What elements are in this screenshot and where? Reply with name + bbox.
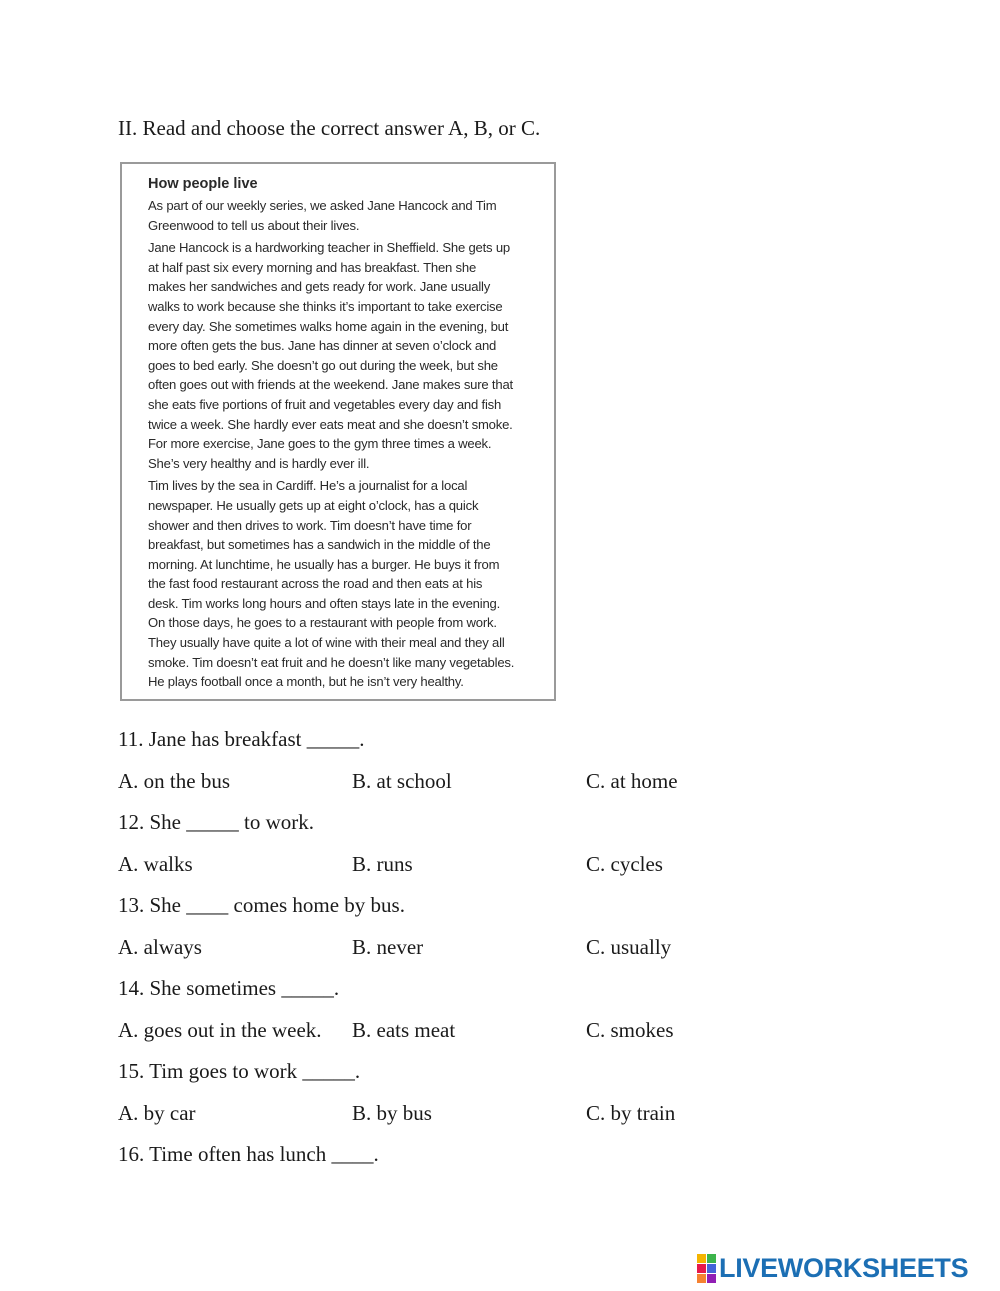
passage-line: often goes out with friends at the weekend. Jane makes sure that	[148, 377, 513, 393]
answer-options-row	[118, 850, 938, 892]
answer-option[interactable]: C. at home	[586, 768, 678, 793]
passage-line: makes her sandwiches and gets ready for work. Jane usually	[148, 279, 491, 295]
passage-line: breakfast, but sometimes has a sandwich in the middle of the	[148, 537, 491, 553]
answer-options-row	[118, 767, 938, 809]
answer-option[interactable]: C. usually	[586, 934, 672, 959]
passage-line: desk. Tim works long hours and often stays late in the evening.	[148, 595, 501, 611]
passage-line: Greenwood to tell us about their lives.	[148, 217, 360, 233]
answer-option[interactable]: A. goes out in the week.	[118, 1017, 322, 1042]
passage-line: They usually have quite a lot of wine with their meal and they all	[148, 635, 505, 651]
question-stem: 13. She ____ comes home by bus.	[118, 893, 405, 917]
passage-line: more often gets the bus. Jane has dinner at seven o’clock and	[148, 338, 497, 354]
answer-option[interactable]: B. at school	[352, 768, 452, 793]
question-stem: 11. Jane has breakfast _____.	[118, 727, 365, 751]
logo-block	[697, 1254, 706, 1263]
reading-passage-box	[120, 162, 556, 701]
passage-line: On those days, he goes to a restaurant with people from work.	[148, 615, 497, 631]
answer-option[interactable]: B. by bus	[352, 1100, 432, 1125]
liveworksheets-logo	[697, 1253, 968, 1283]
answer-option[interactable]: A. on the bus	[118, 768, 230, 793]
passage-line: She’s very healthy and is hardly ever ill.	[148, 455, 370, 471]
logo-block	[707, 1274, 716, 1283]
passage-line: goes to bed early. She doesn’t go out during the week, but she	[148, 357, 498, 373]
passage-line: the fast food restaurant across the road and then eats at his	[148, 576, 483, 592]
passage-line: she eats five portions of fruit and vegetables every day and fish	[148, 396, 502, 412]
passage-line: at half past six every morning and has breakfast. Then she	[148, 259, 477, 275]
passage-line: Jane Hancock is a hardworking teacher in Sheffield. She gets up	[148, 240, 511, 256]
question-stem: 14. She sometimes _____.	[118, 976, 340, 1000]
passage-line: every day. She sometimes walks home again in the evening, but	[148, 318, 509, 334]
passage-line: He plays football once a month, but he isn’t very healthy.	[148, 674, 464, 690]
question-stem: 16. Time often has lunch ____.	[118, 1142, 379, 1166]
logo-block	[697, 1264, 706, 1273]
passage-title: How people live	[148, 176, 258, 192]
passage-body	[148, 196, 544, 692]
passage-line: smoke. Tim doesn’t eat fruit and he doesn’t like many vegetables.	[148, 654, 515, 670]
answer-option[interactable]: A. always	[118, 934, 202, 959]
answer-option[interactable]: B. never	[352, 934, 424, 959]
instruction-heading: II. Read and choose the correct answer A, B, or C.	[118, 116, 541, 140]
logo-block	[697, 1274, 706, 1283]
passage-line: As part of our weekly series, we asked Jane Hancock and Tim	[148, 198, 497, 213]
passage-line: For more exercise, Jane goes to the gym three times a week.	[148, 436, 492, 452]
logo-text: LIVEWORKSHEETS	[719, 1252, 969, 1283]
answer-options-row	[118, 1016, 938, 1058]
answer-options-row	[118, 1099, 938, 1141]
logo-block	[707, 1254, 716, 1263]
answer-option[interactable]: C. smokes	[586, 1017, 674, 1042]
question-list	[118, 725, 938, 1182]
passage-line: morning. At lunchtime, he usually has a burger. He buys it from	[148, 556, 500, 572]
answer-option[interactable]: A. by car	[118, 1100, 196, 1125]
answer-options-row	[118, 933, 938, 975]
answer-option[interactable]: B. runs	[352, 851, 413, 876]
passage-line: shower and then drives to work. Tim doesn’t have time for	[148, 517, 472, 533]
answer-option[interactable]: C. cycles	[586, 851, 663, 876]
passage-line: twice a week. She hardly ever eats meat and she doesn’t smoke.	[148, 416, 513, 432]
logo-block	[707, 1264, 716, 1273]
answer-option[interactable]: B. eats meat	[352, 1017, 456, 1042]
passage-line: Tim lives by the sea in Cardiff. He’s a journalist for a local	[148, 478, 468, 494]
question-stem: 15. Tim goes to work _____.	[118, 1059, 361, 1083]
logo-blocks-icon	[697, 1254, 716, 1283]
question-stem: 12. She _____ to work.	[118, 810, 314, 834]
answer-option[interactable]: A. walks	[118, 851, 193, 876]
answer-option[interactable]: C. by train	[586, 1100, 676, 1125]
passage-line: walks to work because she thinks it’s important to take exercise	[148, 298, 503, 314]
passage-line: newspaper. He usually gets up at eight o’clock, has a quick	[148, 497, 479, 513]
